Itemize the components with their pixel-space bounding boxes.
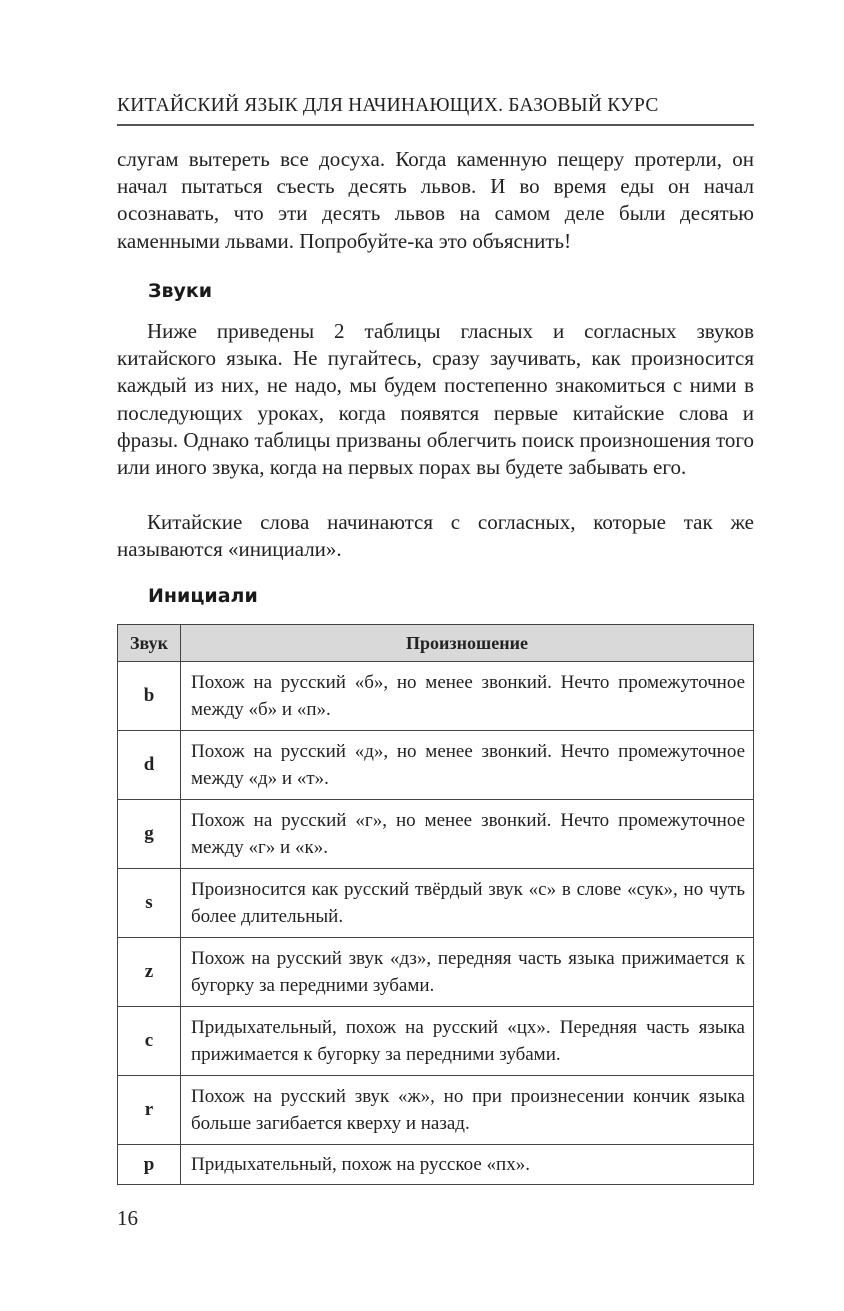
column-header-pronunciation: Произношение <box>181 625 754 662</box>
sound-cell: b <box>118 662 181 731</box>
pronunciation-cell: Похож на русский звук «ж», но при произнесении кончик языка больше загибается кверху и назад. <box>181 1076 754 1145</box>
table-row <box>118 800 754 869</box>
sound-cell: z <box>118 938 181 1007</box>
column-header-sound: Звук <box>118 625 181 662</box>
sounds-paragraph-2: Китайские слова начинаются с согласных, которые так же называются «инициали». <box>117 510 754 562</box>
pronunciation-cell: Похож на русский «б», но менее звонкий. Нечто промежуточное между «б» и «п». <box>181 662 754 731</box>
sound-cell: c <box>118 1007 181 1076</box>
table-row <box>118 1145 754 1185</box>
sounds-paragraph-1: Ниже приведены 2 таблицы гласных и согласных звуков китайского языка. Не пугайтесь, сразу заучивать, как произносится каждый из них, не надо, мы будем постепенно знакомиться с ними в последующих уроках, когда появятся первые китайские слова и фразы. Однако таблицы призваны облегчить поиск произношения того или иного звука, когда на первых порах вы будете забывать его. <box>117 319 754 480</box>
table-row <box>118 938 754 1007</box>
table-row <box>118 869 754 938</box>
intro-paragraph: слугам вытереть все досуха. Когда каменную пещеру протерли, он начал пытаться съесть десять львов. И во время еды он начал осознавать, что эти десять львов на самом деле были десятью каменными львами. Попробуйте-ка это объяснить! <box>117 147 754 253</box>
pronunciation-cell: Произносится как русский твёрдый звук «с» в слове «сук», но чуть более длительный. <box>181 869 754 938</box>
pronunciation-cell: Похож на русский звук «дз», передняя часть языка прижимается к бугорку за передними зубами. <box>181 938 754 1007</box>
section-heading-initials: Инициали <box>148 585 258 607</box>
pronunciation-cell: Придыхательный, похож на русское «пх». <box>181 1145 754 1185</box>
table-header-row <box>118 625 754 662</box>
page-number: 16 <box>117 1206 138 1230</box>
sound-cell: d <box>118 731 181 800</box>
running-head: КИТАЙСКИЙ ЯЗЫК ДЛЯ НАЧИНАЮЩИХ. БАЗОВЫЙ КУРС <box>117 95 754 126</box>
sound-cell: g <box>118 800 181 869</box>
section-heading-sounds: Звуки <box>148 280 213 302</box>
initials-table <box>117 624 754 1185</box>
sound-cell: r <box>118 1076 181 1145</box>
pronunciation-cell: Похож на русский «д», но менее звонкий. Нечто промежуточное между «д» и «т». <box>181 731 754 800</box>
sound-cell: p <box>118 1145 181 1185</box>
table-row <box>118 1076 754 1145</box>
table-row <box>118 731 754 800</box>
sound-cell: s <box>118 869 181 938</box>
pronunciation-cell: Похож на русский «г», но менее звонкий. Нечто промежуточное между «г» и «к». <box>181 800 754 869</box>
pronunciation-cell: Придыхательный, похож на русский «цх». Передняя часть языка прижимается к бугорку за передними зубами. <box>181 1007 754 1076</box>
table-row <box>118 662 754 731</box>
table-row <box>118 1007 754 1076</box>
